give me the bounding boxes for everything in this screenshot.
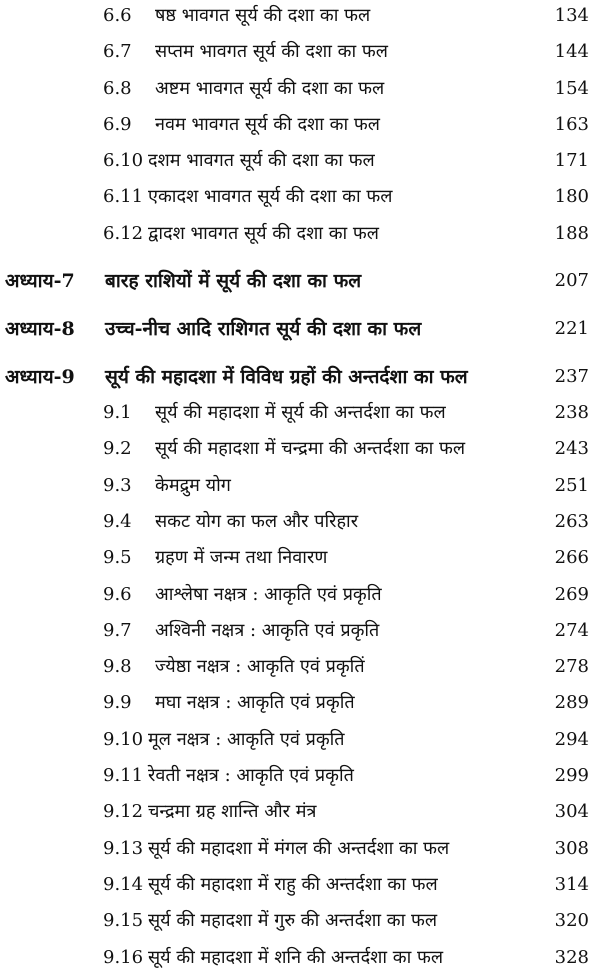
page-number: 266 (554, 547, 589, 569)
toc-section-row (0, 940, 600, 976)
toc-section-row (0, 685, 600, 721)
entry-number: 9.16 (103, 946, 144, 968)
page-number: 237 (554, 366, 589, 388)
toc-section-row (0, 867, 600, 903)
entry-title: सूर्य की महादशा में गुरु की अन्तर्दशा का फल (148, 910, 438, 932)
entry-title: एकादश भावगत सूर्य की दशा का फल (148, 186, 393, 208)
toc-chapter-row (0, 353, 600, 401)
entry-number: 6.6 (103, 5, 132, 26)
entry-number: 6.11 (103, 186, 144, 208)
toc-section-row (0, 903, 600, 939)
entry-title: केमद्रुम योग (155, 474, 231, 496)
toc-section-row (0, 831, 600, 867)
entry-number: 9.9 (103, 692, 132, 714)
toc-section-row (0, 0, 600, 34)
page-number: 221 (554, 318, 589, 340)
entry-number: 9.2 (103, 438, 132, 460)
entry-title: सूर्य की महादशा में सूर्य की अन्तर्दशा का फल (155, 402, 446, 424)
toc-section-row (0, 794, 600, 830)
entry-title: ज्येष्ठा नक्षत्र : आकृति एवं प्रकृतिं (155, 656, 365, 678)
entry-title: सकट योग का फल और परिहार (155, 510, 359, 532)
entry-title: अश्विनी नक्षत्र : आकृति एवं प्रकृति (155, 619, 380, 641)
toc-section-row (0, 613, 600, 649)
entry-title: चन्द्रमा ग्रह शान्ति और मंत्र (148, 801, 317, 823)
entry-title: रेवती नक्षत्र : आकृति एवं प्रकृति (148, 765, 354, 787)
entry-number: 9.13 (103, 837, 144, 859)
page-number: 274 (554, 619, 589, 641)
page-number: 269 (554, 583, 589, 605)
entry-title: सूर्य की महादशा में राहु की अन्तर्दशा का फल (148, 873, 438, 895)
page-number: 328 (554, 946, 589, 968)
entry-title: अष्टम भावगत सूर्य की दशा का फल (155, 77, 385, 99)
entry-title: उच्च-नीच आदि राशिगत सूर्य की दशा का फल (105, 318, 422, 341)
entry-title: दशम भावगत सूर्य की दशा का फल (148, 150, 375, 172)
entry-number: 9.1 (103, 402, 132, 424)
toc-section-row (0, 540, 600, 576)
page-number: 243 (554, 438, 589, 460)
toc-section-row (0, 504, 600, 540)
entry-title: सूर्य की महादशा में मंगल की अन्तर्दशा का फल (148, 837, 450, 859)
page-number: 320 (554, 910, 589, 932)
page-number: 238 (554, 402, 589, 424)
toc-section-row (0, 216, 600, 252)
entry-title: ग्रहण में जन्म तथा निवारण (155, 547, 328, 569)
page-number: 263 (554, 510, 589, 532)
toc-section-row (0, 468, 600, 504)
entry-number: 9.11 (103, 765, 144, 787)
toc-section-row (0, 722, 600, 758)
entry-number: 6.7 (103, 41, 132, 63)
page-number: 134 (554, 5, 589, 26)
entry-number: 6.9 (103, 113, 132, 135)
toc-section-row (0, 577, 600, 613)
entry-number: 9.14 (103, 873, 144, 895)
page-number: 154 (554, 77, 589, 99)
entry-number: 9.6 (103, 583, 132, 605)
entry-number: अध्याय-9 (5, 366, 75, 389)
toc-chapter-row (0, 257, 600, 305)
entry-title: मघा नक्षत्र : आकृति एवं प्रकृति (155, 692, 355, 714)
page-number: 171 (554, 150, 589, 172)
entry-title: आश्लेषा नक्षत्र : आकृति एवं प्रकृति (155, 583, 382, 605)
toc-section-row (0, 431, 600, 467)
entry-title: बारह राशियों में सूर्य की दशा का फल (105, 270, 362, 293)
page-number: 289 (554, 692, 589, 714)
entry-number: 9.3 (103, 474, 132, 496)
entry-number: 9.5 (103, 547, 132, 569)
entry-title: नवम भावगत सूर्य की दशा का फल (155, 113, 380, 135)
page-number: 314 (554, 873, 589, 895)
toc-section-row (0, 758, 600, 794)
toc-section-row (0, 34, 600, 70)
entry-title: षष्ठ भावगत सूर्य की दशा का फल (155, 5, 371, 26)
entry-title: सूर्य की महादशा में चन्द्रमा की अन्तर्दशा का फल (155, 438, 466, 460)
toc-section-row (0, 395, 600, 431)
page-number: 180 (554, 186, 589, 208)
page-number: 294 (554, 728, 589, 750)
page-number: 304 (554, 801, 589, 823)
page-number: 251 (554, 474, 589, 496)
page-number: 188 (554, 222, 589, 244)
toc-chapter-row (0, 305, 600, 353)
page-number: 308 (554, 837, 589, 859)
entry-number: 6.8 (103, 77, 132, 99)
entry-number: अध्याय-7 (5, 270, 75, 293)
page-number: 163 (554, 113, 589, 135)
entry-number: 9.12 (103, 801, 144, 823)
entry-title: सप्तम भावगत सूर्य की दशा का फल (155, 41, 388, 63)
page-number: 207 (554, 270, 589, 292)
page-number: 299 (554, 765, 589, 787)
entry-number: 9.8 (103, 656, 132, 678)
toc-section-row (0, 649, 600, 685)
entry-title: मूल नक्षत्र : आकृति एवं प्रकृति (148, 728, 345, 750)
entry-number: 6.10 (103, 150, 144, 172)
entry-number: अध्याय-8 (5, 318, 75, 341)
toc-section-row (0, 107, 600, 143)
entry-title: सूर्य की महादशा में शनि की अन्तर्दशा का फल (148, 946, 444, 968)
page-number: 278 (554, 656, 589, 678)
entry-number: 6.12 (103, 222, 144, 244)
page-number: 144 (554, 41, 589, 63)
entry-title: द्वादश भावगत सूर्य की दशा का फल (148, 222, 379, 244)
toc-section-row (0, 179, 600, 215)
entry-number: 9.4 (103, 510, 132, 532)
entry-title: सूर्य की महादशा में विविध ग्रहों की अन्तर्दशा का फल (105, 366, 468, 389)
toc-section-row (0, 143, 600, 179)
entry-number: 9.7 (103, 619, 132, 641)
toc-section-row (0, 71, 600, 107)
entry-number: 9.15 (103, 910, 144, 932)
entry-number: 9.10 (103, 728, 144, 750)
